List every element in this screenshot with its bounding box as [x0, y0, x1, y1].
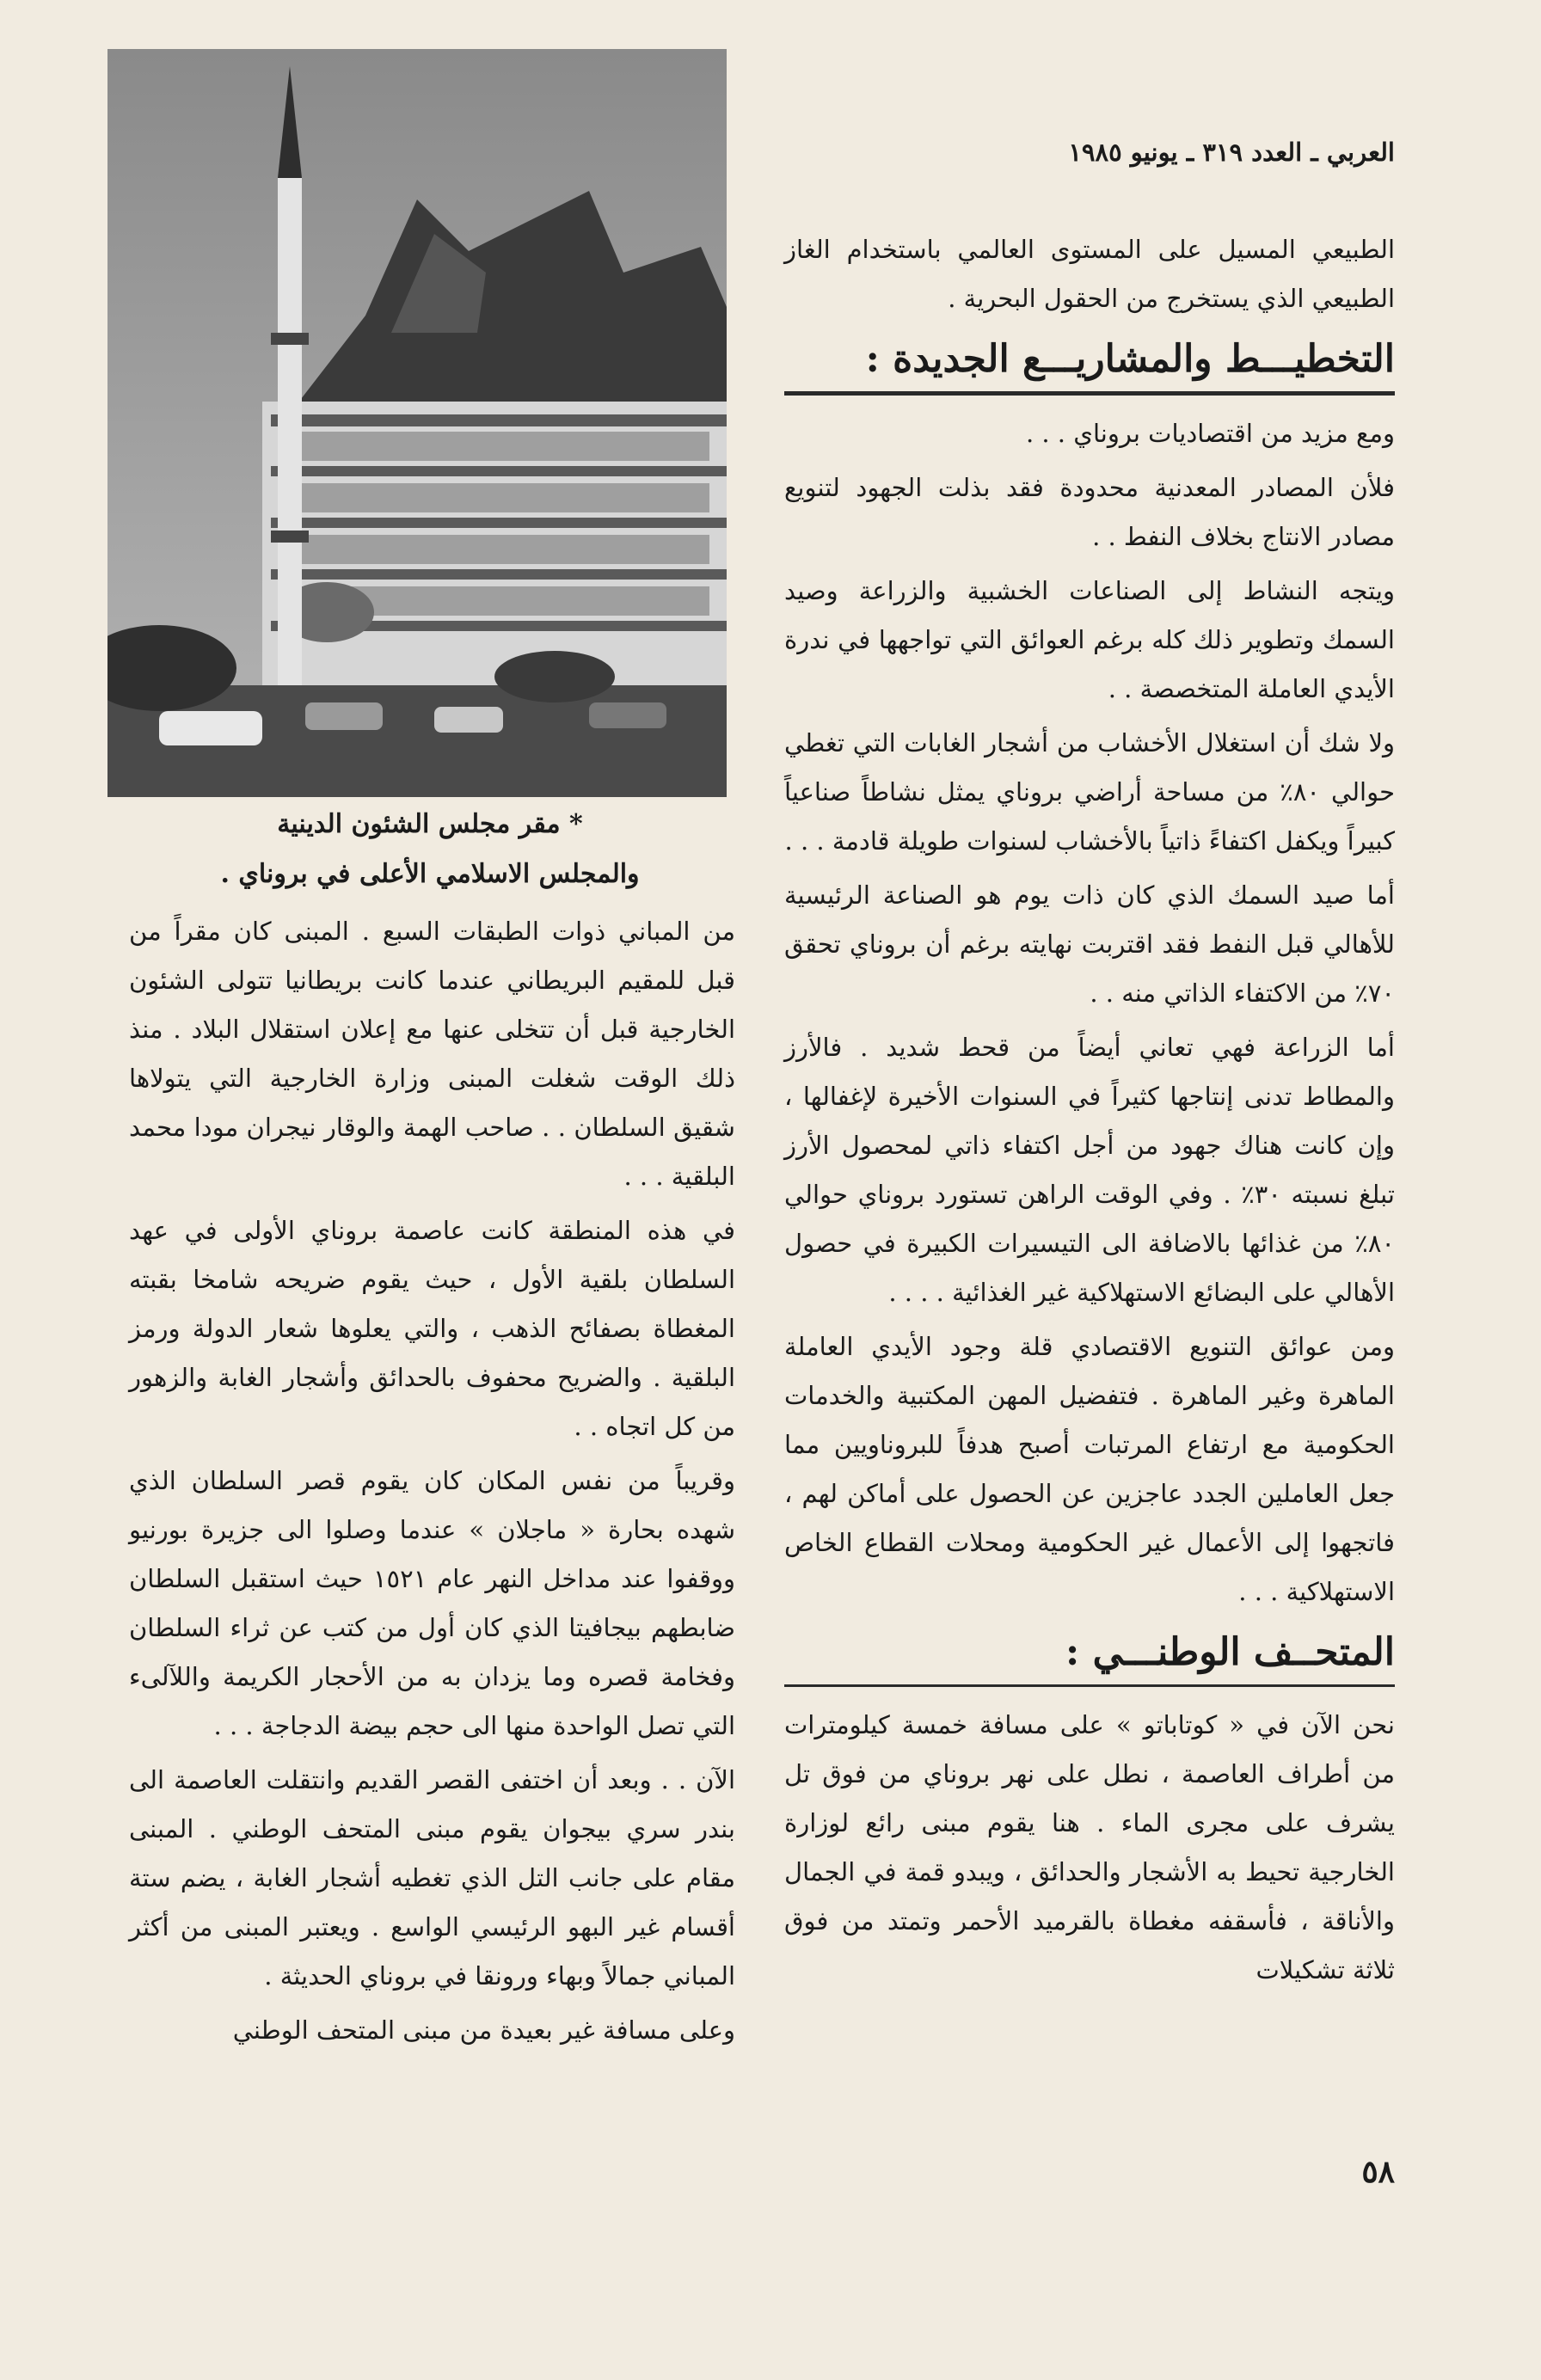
body-paragraph: من المباني ذوات الطبقات السبع . المبنى كان مقراً من قبل للمقيم البريطاني عندما كانت بريطانيا تتولى الشئون الخارجية قبل أن تتخلى عنها مع إعلان استقلال البلاد . منذ ذلك الوقت شغلت المبنى وزارة الخارجية التي يتولاها شقيق السلطان . . صاحب الهمة والوقار نيجران مودا محمد البلقية . . .	[129, 917, 735, 1191]
heading-rule	[784, 391, 1395, 396]
body-paragraph: الآن . . وبعد أن اختفى القصر القديم وانتقلت العاصمة الى بندر سري بيجوان يقوم مبنى المتحف الوطني . المبنى مقام على جانب التل الذي تغطيه أشجار الغابة ، يضم ستة أقسام غير البهو الرئيسي الواسع . ويعتبر المبنى من أكثر المباني جمالاً وبهاء ورونقا في بروناي الحديثة .	[129, 1765, 735, 1990]
photo-caption	[129, 800, 731, 899]
body-paragraph: أما الزراعة فهي تعاني أيضاً من قحط شديد . فالأرز والمطاط تدنى إنتاجها كثيراً في السنوات الأخيرة لإغفالها ، وإن كانت هناك جهود من أجل اكتفاء ذاتي لمحصول الأرز تبلغ نسبته ٣٠٪ . وفي الوقت الراهن تستورد بروناي حوالي ٨٠٪ من غذائها بالاضافة الى التيسيرات الكبيرة في حصول الأهالي على البضائع الاستهلاكية غير الغذائية . . . .	[784, 1033, 1395, 1307]
heading-museum: المتحــف الوطنـــي :	[1065, 1630, 1395, 1674]
body-paragraph: ويتجه النشاط إلى الصناعات الخشبية والزراعة وصيد السمك وتطوير ذلك كله برغم العوائق التي تواجهها في ندرة الأيدي العاملة المتخصصة . .	[784, 576, 1395, 703]
body-paragraph: أما صيد السمك الذي كان ذات يوم هو الصناعة الرئيسية للأهالي قبل النفط فقد اقتربت نهايته برغم أن بروناي تحقق ٧٠٪ من الاكتفاء الذاتي منه . .	[784, 880, 1395, 1008]
running-head: العربي ـ العدد ٣١٩ ـ يونيو ١٩٨٥	[1068, 138, 1395, 167]
intro-paragraph: الطبيعي المسيل على المستوى العالمي باستخدام الغاز الطبيعي الذي يستخرج من الحقول البحرية .	[784, 235, 1395, 313]
body-paragraph: ولا شك أن استغلال الأخشاب من أشجار الغابات التي تغطي حوالي ٨٠٪ من مساحة أراضي بروناي يمثل نشاطاً صناعياً كبيراً ويكفل اكتفاءً ذاتياً بالأخشاب لسنوات طويلة قادمة . . .	[784, 728, 1395, 856]
heading-planning: التخطيـــط والمشاريـــع الجديدة :	[865, 337, 1395, 381]
body-paragraph: ومع مزيد من اقتصاديات بروناي . . .	[1025, 419, 1395, 448]
page-number: ٥٨	[1361, 2154, 1395, 2190]
museum-paragraph: نحن الآن في « كوتاباتو » على مسافة خمسة كيلومترات من أطراف العاصمة ، نطل على نهر بروناي من فوق تل يشرف على مجرى الماء . هنا يقوم مبنى رائع لوزارة الخارجية تحيط به الأشجار والحدائق ، ويبدو قمة في الجمال والأناقة ، فأسقفه مغطاة بالقرميد الأحمر وتمتد من فوق ثلاثة تشكيلات	[784, 1710, 1395, 1984]
right-column	[784, 225, 1395, 1995]
photo-caption-line2: والمجلس الاسلامي الأعلى في بروناي .	[220, 859, 640, 889]
mosque-photo	[107, 49, 727, 797]
photo-caption-line1: * مقر مجلس الشئون الدينية	[277, 809, 583, 839]
body-paragraph: ومن عوائق التنويع الاقتصادي قلة وجود الأيدي العاملة الماهرة وغير الماهرة . فتفضيل المهن المكتبية والخدمات الحكومية مع ارتفاع المرتبات أصبح هدفاً للبروناويين مما جعل العاملين الجدد عاجزين عن الحصول على أماكن لهم ، فاتجهوا إلى الأعمال غير الحكومية ومحلات القطاع الخاص الاستهلاكية . . .	[784, 1332, 1395, 1606]
body-paragraph: فلأن المصادر المعدنية محدودة فقد بذلت الجهود لتنويع مصادر الانتاج بخلاف النفط . .	[784, 473, 1395, 551]
heading-rule	[784, 1684, 1395, 1687]
body-paragraph: وقريباً من نفس المكان كان يقوم قصر السلطان الذي شهده بحارة « ماجلان » عندما وصلوا الى جزيرة بورنيو ووقفوا عند مداخل النهر عام ١٥٢١ حيث استقبل السلطان ضابطهم بيجافيتا الذي كان أول من كتب عن ثراء السلطان وفخامة قصره وما يزدان به من الأحجار الكريمة واللآلىء التي تصل الواحدة منها الى حجم بيضة الدجاجة . . .	[129, 1466, 735, 1740]
body-paragraph: وعلى مسافة غير بعيدة من مبنى المتحف الوطني	[232, 2015, 735, 2045]
body-paragraph: في هذه المنطقة كانت عاصمة بروناي الأولى في عهد السلطان بلقية الأول ، حيث يقوم ضريحه شامخا بقبته المغطاة بصفائح الذهب ، والتي يعلوها شعار الدولة ورمز البلقية . والضريح محفوف بالحدائق وأشجار الغابة والزهور من كل اتجاه . .	[129, 1216, 735, 1441]
mosque-photo-illustration	[107, 49, 727, 797]
left-column	[129, 907, 735, 2055]
